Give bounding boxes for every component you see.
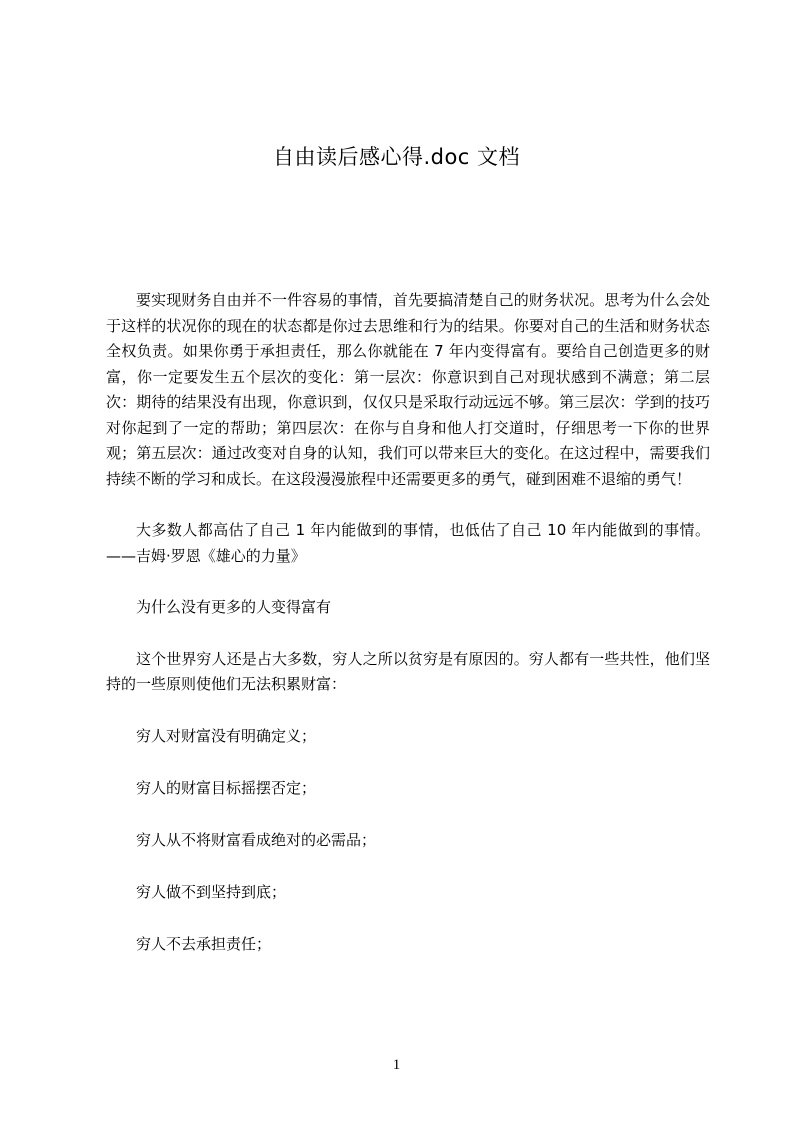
paragraph-poor-majority: 这个世界穷人还是占大多数，穷人之所以贫穷是有原因的。穷人都有一些共性，他们坚持的一些原则使他们无法积累财富： <box>106 649 710 693</box>
page-number: 1 <box>392 1057 401 1073</box>
list-item: 穷人做不到坚持到底； <box>136 882 287 901</box>
paragraph-financial-freedom: 要实现财务自由并不一件容易的事情，首先要搞清楚自己的财务状况。思考为什么会处于这样的状况你的现在的状态都是你过去思维和行为的结果。你要对自己的生活和财务状态全权负责。如果你勇于承担责任，那么你就能在 7 年内变得富有。要给自己创造更多的财富，你一定要发生五个层次的变化：第一层次：你意识到自己对现状感到不满意；第二层次：期待的结果没有出现，你意识到，仅仅只是采取行动远远不够。第三层次：学到的技巧对你起到了一定的帮助；第四层次：在你与自身和他人打交道时，仔细思考一下你的世界观；第五层次：通过改变对自身的认知，我们可以带来巨大的变化。在这过程中，需要我们持续不断的学习和成长。在这段漫漫旅程中还需要更多的勇气，碰到困难不退缩的勇气！ <box>106 291 710 488</box>
list-item: 穷人从不将财富看成绝对的必需品； <box>136 830 377 849</box>
document-title: 自由读后感心得.doc 文档 <box>272 145 521 169</box>
list-item: 穷人的财富目标摇摆否定； <box>136 778 317 797</box>
paragraph-quote: 大多数人都高估了自己 1 年内能做到的事情，也低估了自己 10 年内能做到的事情。——吉姆·罗恩《雄心的力量》 <box>106 521 710 565</box>
document-body <box>106 288 710 984</box>
list-item: 穷人不去承担责任； <box>136 934 272 953</box>
list-item: 穷人对财富没有明确定义； <box>136 726 317 745</box>
paragraph-heading-why-not-rich: 为什么没有更多的人变得富有 <box>136 598 332 616</box>
